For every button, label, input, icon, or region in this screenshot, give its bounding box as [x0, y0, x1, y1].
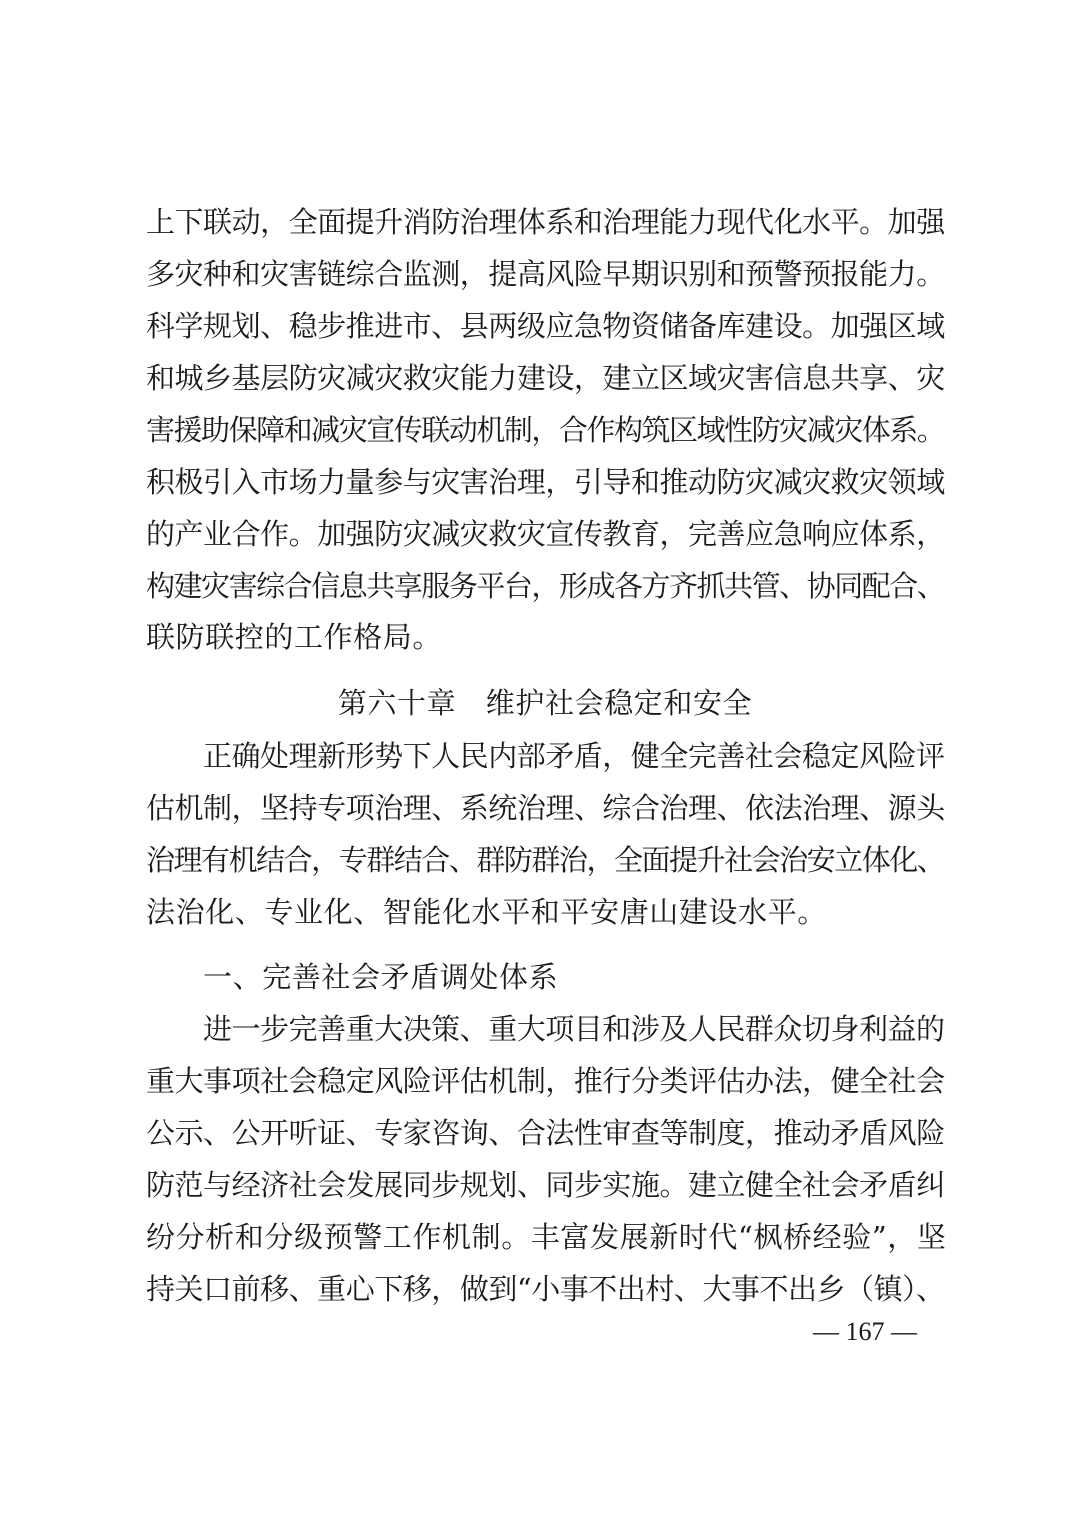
paragraph-line: 正确处理新形势下人民内部矛盾，健全完善社会稳定风险评 — [203, 739, 945, 773]
paragraph-line: 治理有机结合，专群结合、群防群治，全面提升社会治安立体化、 — [146, 843, 945, 877]
paragraph-line: 积极引入市场力量参与灾害治理，引导和推动防灾减灾救灾领域 — [146, 465, 945, 499]
paragraph-line: 法治化、专业化、智能化水平和平安唐山建设水平。 — [146, 895, 827, 929]
section-heading: 一、完善社会矛盾调处体系 — [203, 960, 559, 994]
paragraph-line: 害援助保障和减灾宣传联动机制，合作构筑区域性防灾减灾体系。 — [146, 413, 945, 447]
paragraph-line: 和城乡基层防灾减灾救灾能力建设，建立区域灾害信息共享、灾 — [146, 361, 945, 395]
paragraph-line: 进一步完善重大决策、重大项目和涉及人民群众切身利益的 — [203, 1012, 945, 1046]
paragraph-line: 纷分析和分级预警工作机制。丰富发展新时代“枫桥经验”，坚 — [146, 1220, 947, 1254]
paragraph-line: 多灾种和灾害链综合监测，提高风险早期识别和预警预报能力。 — [146, 257, 945, 291]
chapter-heading: 第六十章 维护社会稳定和安全 — [337, 686, 753, 720]
paragraph-line: 的产业合作。加强防灾减灾救灾宣传教育，完善应急响应体系， — [146, 517, 945, 551]
paragraph-line: 构建灾害综合信息共享服务平台，形成各方齐抓共管、协同配合、 — [146, 569, 945, 603]
paragraph-line: 防范与经济社会发展同步规划、同步实施。建立健全社会矛盾纠 — [146, 1168, 945, 1202]
paragraph-line: 公示、公开听证、专家咨询、合法性审查等制度，推动矛盾风险 — [146, 1116, 945, 1150]
paragraph-line: 联防联控的工作格局。 — [146, 620, 443, 654]
paragraph-line: 重大事项社会稳定风险评估机制，推行分类评估办法，健全社会 — [146, 1064, 945, 1098]
paragraph-line: 估机制，坚持专项治理、系统治理、综合治理、依法治理、源头 — [146, 791, 945, 825]
paragraph-line: 上下联动，全面提升消防治理体系和治理能力现代化水平。加强 — [146, 205, 945, 239]
page-number: — 167 — — [813, 1317, 917, 1346]
paragraph-line: 持关口前移、重心下移，做到“小事不出村、大事不出乡（镇）、 — [146, 1272, 945, 1306]
paragraph-line: 科学规划、稳步推进市、县两级应急物资储备库建设。加强区域 — [146, 309, 945, 343]
